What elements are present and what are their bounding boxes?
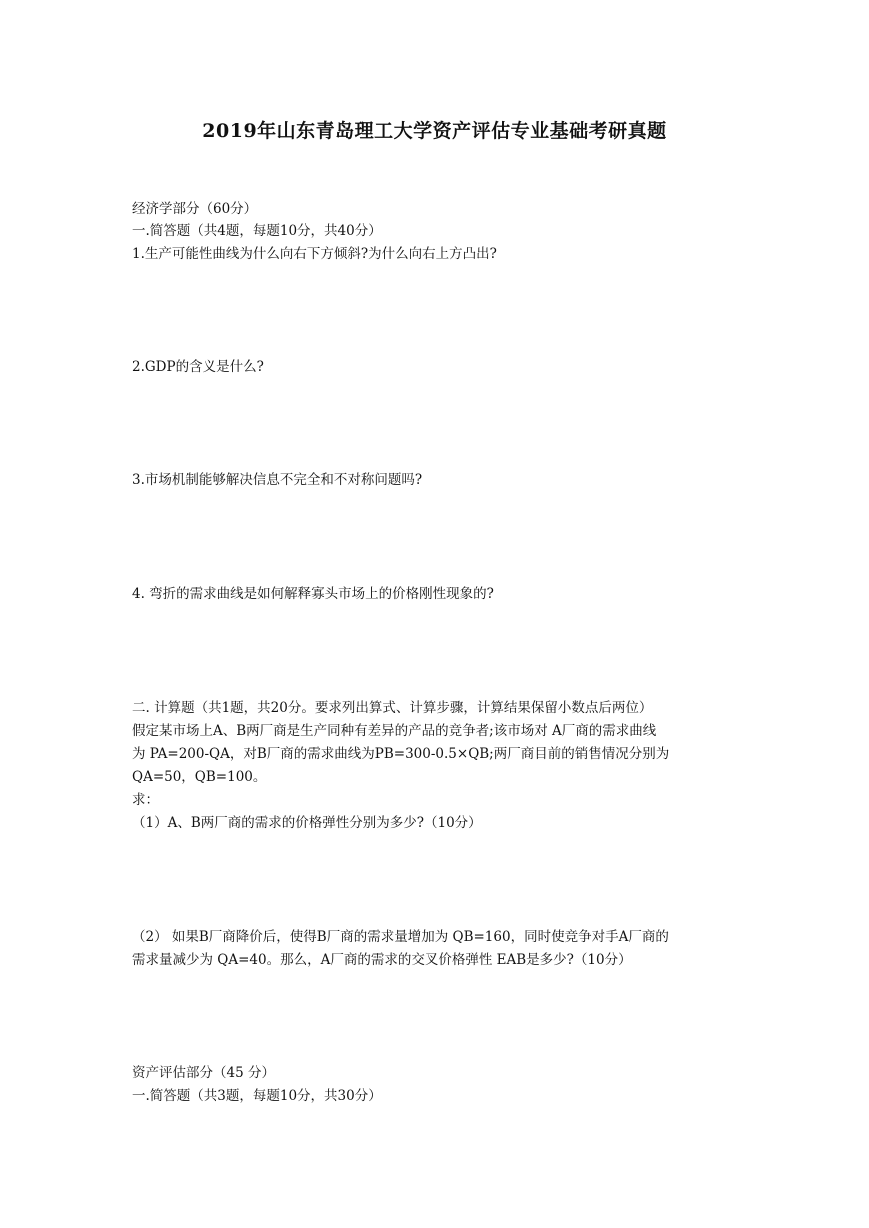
question-3: 3.市场机制能够解决信息不完全和不对称问题吗? (132, 472, 423, 488)
problem-text-line-2: 为 PA=200-QA，对B厂商的需求曲线为PB=300-0.5×QB;两厂商目前的销售情况分别为 (132, 746, 670, 762)
problem-text-line-3: QA=50，QB=100。 (132, 769, 267, 785)
sub-question-2-line-2: 需求量减少为 QA=40。那么，A厂商的需求的交叉价格弹性 EAB是多少?（10分） (132, 952, 632, 968)
calculation-header: 二. 计算题（共1题，共20分。要求列出算式、计算步骤，计算结果保留小数点后两位） (132, 700, 653, 716)
appraisal-short-answer-header: 一.简答题（共3题，每题10分，共30分） (132, 1088, 382, 1104)
question-1: 1.生产可能性曲线为什么向右下方倾斜?为什么向右上方凸出? (132, 246, 497, 262)
sub-question-2-line-1: （2） 如果B厂商降价后，使得B厂商的需求量增加为 QB=160，同时使竞争对手A厂商的 (132, 929, 669, 945)
sub-question-1: （1）A、B两厂商的需求的价格弹性分别为多少?（10分） (132, 815, 482, 831)
appraisal-section-header: 资产评估部分（45 分） (132, 1065, 275, 1081)
question-2: 2.GDP的含义是什么? (132, 359, 264, 375)
short-answer-header: 一.简答题（共4题，每题10分，共40分） (132, 223, 382, 239)
question-4: 4. 弯折的需求曲线是如何解释寡头市场上的价格刚性现象的? (132, 586, 494, 602)
ask-label: 求： (132, 792, 159, 808)
economics-section-header: 经济学部分（60分） (132, 201, 258, 217)
problem-text-line-1: 假定某市场上A、B两厂商是生产同种有差异的产品的竞争者;该市场对 A厂商的需求曲线 (132, 723, 657, 739)
page-title: 2019年山东青岛理工大学资产评估专业基础考研真题 (202, 120, 667, 142)
